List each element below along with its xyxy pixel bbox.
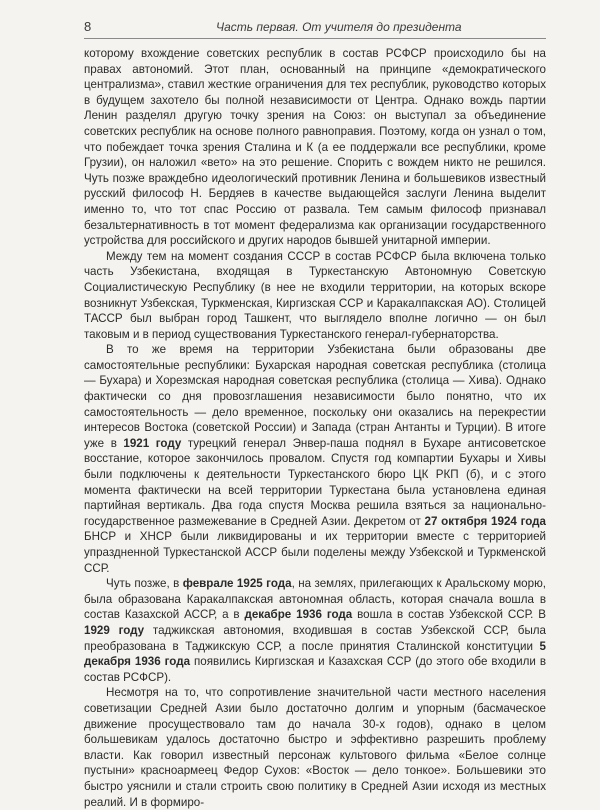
bold-date: 1929 году <box>84 623 145 637</box>
text-run: таджикская автономия, входившая в состав Узбекской ССР, была преобразована в Таджикскую ССР, а после принятия Сталинской конституции <box>84 623 546 653</box>
paragraph-3 <box>84 342 546 576</box>
text-run: БНСР и ХНСР были ликвидированы и их территории вместе с территорией упраздненной Туркестанской АССР были поделены между Узбекской и Туркменской ССР. <box>84 530 546 575</box>
page-number: 8 <box>84 19 92 34</box>
body-text <box>84 46 546 810</box>
bold-date: феврале 1925 года <box>182 577 292 591</box>
text-run: турецкий генерал Энвер-паша поднял в Бухаре антисоветское восстание, которое закончилось провалом. Спустя год компартии Бухары и Хивы были подключены к деятельности Туркестанского бюро ЦК РКП (б), и с этого момента фактически на всей территории Туркестана была установлена единая партийная вертикаль. Два года спустя Москва решила взяться за национально-государственное размежевание в Средней Азии. Декретом от <box>84 436 546 528</box>
text-run: , на землях, прилегающих к Аральскому морю, была образована Каракалпакская автономная область, которая сначала вошла в состав Казахской АССР, а в <box>84 577 546 622</box>
bold-date: 27 октября 1924 года <box>424 514 546 528</box>
bold-date: декабре 1936 года <box>244 608 353 622</box>
text-run: Чуть позже, в <box>106 577 183 591</box>
text-run: В то же время на территории Узбекистана были образованы две самостоятельные республики: Бухарская народная советская республика (столица — Бухара) и Хорезмская народная советская республика (столица — Хива). Однако фактически со дня провозглашения независимости было понятно, что их самостоятельность — дело временное, поскольку они оказались на перекрестии интересов Востока (советской России) и Запада (стран Антанты и Турции). В итоге уже в <box>84 343 546 450</box>
paragraph-2 <box>84 249 546 343</box>
bold-date: 5 декабря 1936 года <box>84 639 546 669</box>
text-run: которому вхождение советских республик в состав РСФСР происходило бы на правах автономий. Этот план, основанный на принципе «демократического централизма», ставил жесткие ограничения для тех республик, руководство которых в будущем захотело бы полной независимости от Центра. Однако вождь партии Ленин разделял другую точку зрения на Союз: он выступал за объединение советских республик на основе полного равноправия. Поэтому, когда он узнал о том, что побеждает точка зрения Сталина и К (а ее поддержали все республики, кроме Грузии), он наложил «вето» на это решение. Спорить с вождем никто не решился. Чуть позже враждебно идеологический противник Ленина и большевиков известный русский философ Н. Бердяев в качестве выдающейся заслуги Ленина выделит именно то, что тот спас Россию от развала. Тем самым философ признавал безальтернативность в тот момент федерализма как организации государственного устройства для российского и других народов бывшей унитарной империи. <box>84 47 546 248</box>
text-run: вошла в состав Узбекской ССР. В <box>352 608 546 622</box>
text-run: появились Киргизская и Казахская ССР (до этого обе входили в состав РСФСР). <box>84 655 546 684</box>
paragraph-4 <box>84 576 546 685</box>
running-title: Часть первая. От учителя до президента <box>216 20 462 34</box>
paragraph-1 <box>84 46 546 249</box>
running-header <box>84 18 546 39</box>
text-run: Между тем на момент создания СССР в состав РСФСР была включена только часть Узбекистана, входящая в Туркестанскую Автономную Советскую Социалистическую Республику (в нее не входили территории, на которых вскоре возникнут Узбекская, Туркменская, Киргизская ССР и Каракалпакская АО). Столицей ТАССР был выбран город Ташкент, что выглядело вполне логично — он был таковым и в период существования Туркестанского генерал-губернаторства. <box>84 249 546 341</box>
text-run: Несмотря на то, что сопротивление значительной части местного населения советизации Средней Азии было достаточно долгим и упорным (басмаческое движение просуществовало там до начала 30-х годов), однако в целом большевикам удалось достаточно быстро и эффективно разрешить проблему власти. Как говорил известный персонаж культового фильма «Белое солнце пустыни» красноармеец Федор Сухов: «Восток — дело тонкое». Большевики это быстро уяснили и стали строить свою политику в Средней Азии исходя из местных реалий. И в формиро- <box>84 686 546 809</box>
bold-date: 1921 году <box>123 436 182 450</box>
paragraph-5 <box>84 685 546 810</box>
